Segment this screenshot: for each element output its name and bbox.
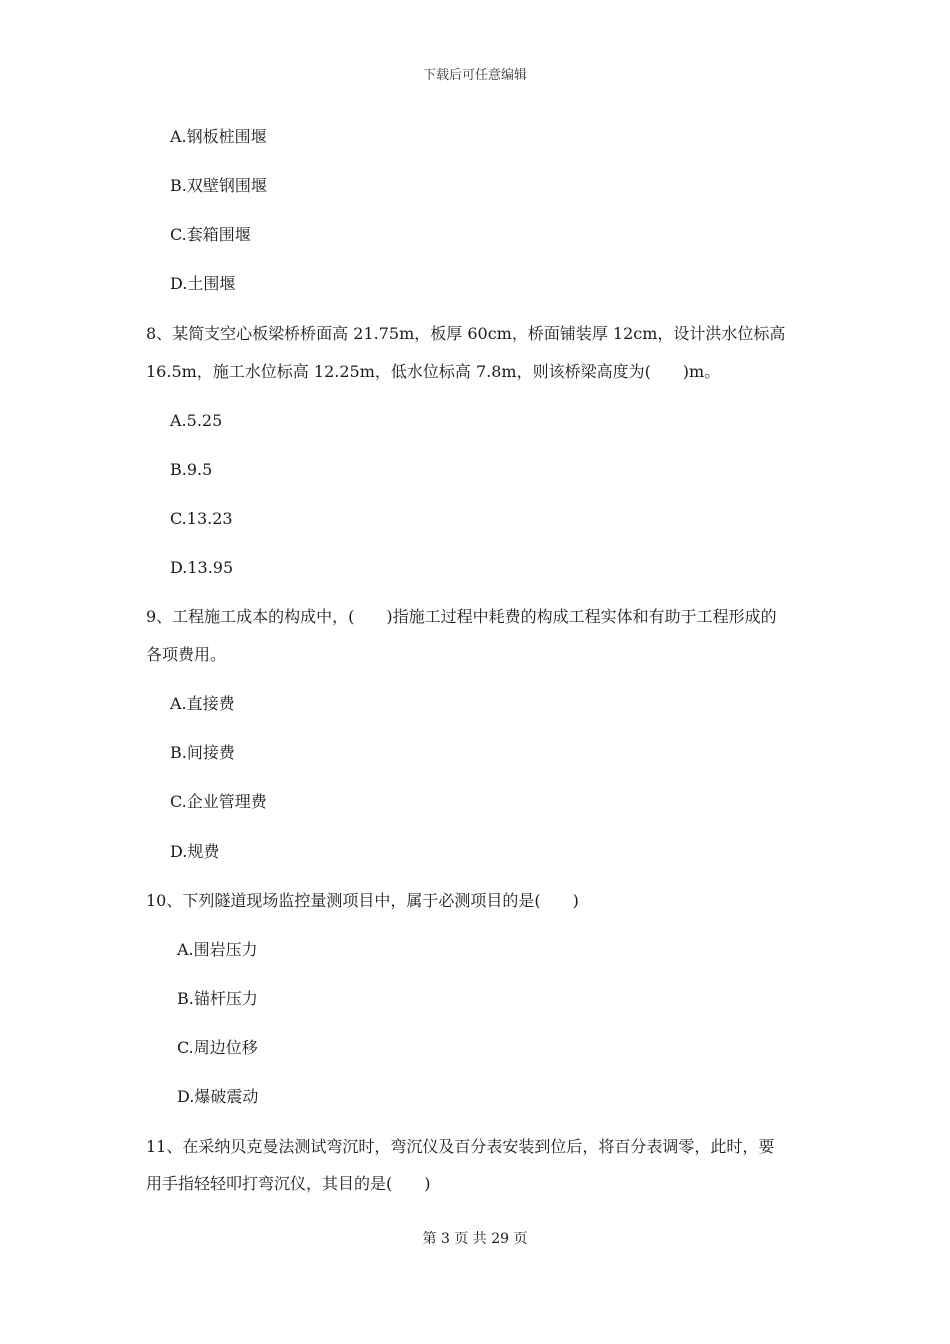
question-10-line-1: 10、下列隧道现场监控量测项目中，属于必测项目的是( ) [146, 891, 579, 910]
question-9-line-2: 各项费用。 [146, 645, 227, 664]
question-11-line-2: 用手指轻轻叩打弯沉仪，其目的是( ) [146, 1174, 431, 1193]
option-a: A.直接费 [170, 694, 235, 713]
option-d: D.13.95 [170, 558, 234, 577]
option-c: C.企业管理费 [170, 792, 267, 811]
option-a: A.钢板桩围堰 [170, 127, 267, 146]
option-d: D.爆破震动 [177, 1087, 259, 1106]
option-a: A.围岩压力 [177, 940, 258, 959]
option-d: D.土围堰 [170, 274, 236, 293]
question-8-line-2: 16.5m，施工水位标高 12.25m，低水位标高 7.8m，则该桥梁高度为( )m。 [146, 362, 721, 381]
question-11-line-1: 11、在采纳贝克曼法测试弯沉时，弯沉仪及百分表安装到位后，将百分表调零，此时，要 [146, 1137, 775, 1156]
page-footer: 第 3 页 共 29 页 [422, 1231, 528, 1247]
option-c: C.13.23 [170, 509, 233, 528]
option-b: B.双壁钢围堰 [170, 176, 267, 195]
option-a: A.5.25 [170, 411, 223, 430]
question-9-line-1: 9、工程施工成本的构成中，( )指施工过程中耗费的构成工程实体和有助于工程形成的 [146, 607, 777, 626]
option-b: B.间接费 [170, 743, 235, 762]
option-c: C.周边位移 [177, 1038, 258, 1057]
option-b: B.锚杆压力 [177, 989, 258, 1008]
option-b: B.9.5 [170, 460, 213, 479]
option-c: C.套箱围堰 [170, 225, 251, 244]
page-header: 下载后可任意编辑 [422, 68, 527, 83]
option-d: D.规费 [170, 842, 220, 861]
question-8-line-1: 8、某简支空心板梁桥桥面高 21.75m，板厚 60cm，桥面铺装厚 12cm，设计洪水位标高 [146, 324, 786, 343]
